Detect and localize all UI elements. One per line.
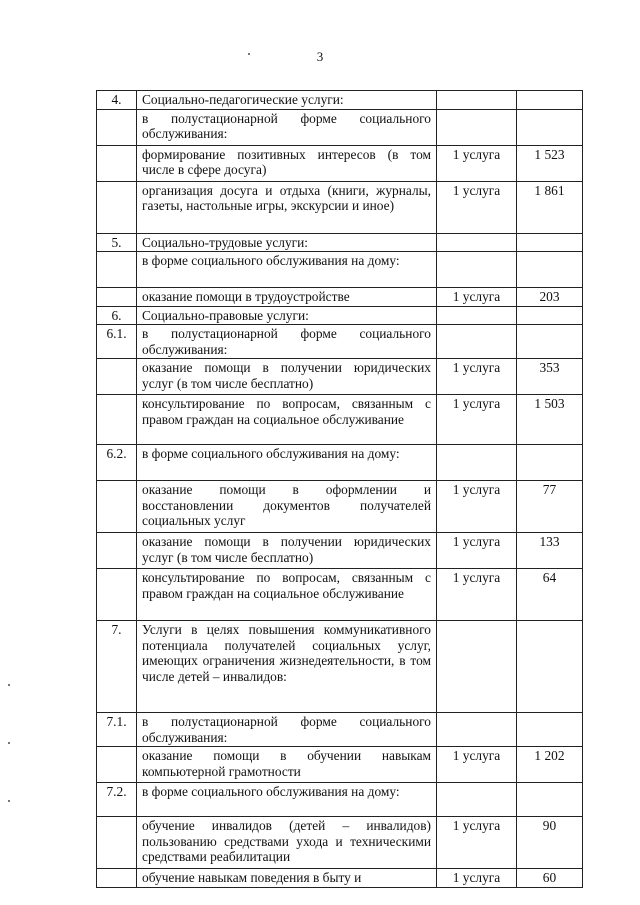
service-description: консультирование по вопросам, связанным с правом граждан на социальное обслуживание <box>137 395 437 445</box>
service-description: Услуги в целях повышения коммуникативного потенциала получателей социальных услуг, имеющих ограничения жизнедеятельности, в том числе детей – инвалидов: <box>137 621 437 713</box>
table-row <box>97 869 583 888</box>
table-row <box>97 109 583 145</box>
service-unit <box>437 306 517 325</box>
table-row <box>97 395 583 445</box>
row-number: 5. <box>97 233 137 252</box>
service-price: 64 <box>517 569 583 621</box>
service-description: в полустационарной форме социального обслуживания: <box>137 109 437 145</box>
row-number <box>97 869 137 888</box>
service-unit: 1 услуга <box>437 817 517 869</box>
service-description: оказание помощи в обучении навыкам компьютерной грамотности <box>137 747 437 783</box>
row-number <box>97 181 137 233</box>
table-row <box>97 288 583 307</box>
row-number <box>97 252 137 288</box>
service-description: Социально-правовые услуги: <box>137 306 437 325</box>
service-price <box>517 445 583 481</box>
service-price: 1 503 <box>517 395 583 445</box>
service-unit <box>437 109 517 145</box>
table-row <box>97 621 583 713</box>
row-number <box>97 395 137 445</box>
service-unit: 1 услуга <box>437 395 517 445</box>
row-number: 4. <box>97 91 137 110</box>
table-row <box>97 181 583 233</box>
service-price <box>517 109 583 145</box>
table-row <box>97 783 583 817</box>
service-unit: 1 услуга <box>437 747 517 783</box>
service-price <box>517 783 583 817</box>
service-description: обучение инвалидов (детей – инвалидов) пользованию средствами ухода и техническими средствами реабилитации <box>137 817 437 869</box>
service-unit <box>437 783 517 817</box>
table-row <box>97 569 583 621</box>
table-row <box>97 91 583 110</box>
service-description: обучение навыкам поведения в быту и <box>137 869 437 888</box>
row-number <box>97 747 137 783</box>
table-row <box>97 145 583 181</box>
row-number <box>97 569 137 621</box>
scan-speck <box>8 800 10 802</box>
service-price: 1 861 <box>517 181 583 233</box>
service-price: 1 523 <box>517 145 583 181</box>
service-unit <box>437 233 517 252</box>
table-row <box>97 252 583 288</box>
service-unit: 1 услуга <box>437 481 517 533</box>
service-unit: 1 услуга <box>437 569 517 621</box>
service-description: в полустационарной форме социального обслуживания: <box>137 713 437 747</box>
row-number: 6.1. <box>97 325 137 359</box>
service-unit <box>437 621 517 713</box>
services-price-table <box>96 90 583 888</box>
service-price <box>517 621 583 713</box>
service-unit <box>437 713 517 747</box>
service-description: формирование позитивных интересов (в том числе в сфере досуга) <box>137 145 437 181</box>
row-number: 7.1. <box>97 713 137 747</box>
service-price: 133 <box>517 533 583 569</box>
service-description: в форме социального обслуживания на дому: <box>137 445 437 481</box>
service-unit: 1 услуга <box>437 181 517 233</box>
table-row <box>97 817 583 869</box>
service-price: 90 <box>517 817 583 869</box>
service-description: оказание помощи в получении юридических услуг (в том числе бесплатно) <box>137 533 437 569</box>
table-row <box>97 325 583 359</box>
scan-speck <box>8 742 10 744</box>
service-price: 1 202 <box>517 747 583 783</box>
row-number <box>97 481 137 533</box>
service-price: 77 <box>517 481 583 533</box>
service-price <box>517 252 583 288</box>
service-price: 353 <box>517 359 583 395</box>
table-row <box>97 713 583 747</box>
service-unit <box>437 325 517 359</box>
service-price: 60 <box>517 869 583 888</box>
service-description: оказание помощи в получении юридических услуг (в том числе бесплатно) <box>137 359 437 395</box>
page-number: 3 <box>316 49 324 64</box>
row-number: 6.2. <box>97 445 137 481</box>
table-row <box>97 359 583 395</box>
service-description: в форме социального обслуживания на дому: <box>137 783 437 817</box>
row-number: 7. <box>97 621 137 713</box>
table-row <box>97 306 583 325</box>
service-price <box>517 306 583 325</box>
service-unit: 1 услуга <box>437 288 517 307</box>
row-number <box>97 817 137 869</box>
row-number <box>97 288 137 307</box>
service-description: Социально-трудовые услуги: <box>137 233 437 252</box>
table-row <box>97 445 583 481</box>
service-unit <box>437 445 517 481</box>
service-unit: 1 услуга <box>437 145 517 181</box>
table-row <box>97 233 583 252</box>
table-row <box>97 481 583 533</box>
service-description: в форме социального обслуживания на дому: <box>137 252 437 288</box>
service-unit <box>437 252 517 288</box>
service-price: 203 <box>517 288 583 307</box>
table-row <box>97 533 583 569</box>
service-price <box>517 91 583 110</box>
row-number: 6. <box>97 306 137 325</box>
service-price <box>517 713 583 747</box>
row-number: 7.2. <box>97 783 137 817</box>
row-number <box>97 145 137 181</box>
service-price <box>517 325 583 359</box>
service-description: в полустационарной форме социального обслуживания: <box>137 325 437 359</box>
scan-speck <box>248 53 250 55</box>
service-price <box>517 233 583 252</box>
service-unit: 1 услуга <box>437 533 517 569</box>
service-unit <box>437 91 517 110</box>
row-number <box>97 533 137 569</box>
row-number <box>97 109 137 145</box>
service-description: оказание помощи в трудоустройстве <box>137 288 437 307</box>
service-description: оказание помощи в оформлении и восстановлении документов получателей социальных услуг <box>137 481 437 533</box>
service-unit: 1 услуга <box>437 359 517 395</box>
table-row <box>97 747 583 783</box>
row-number <box>97 359 137 395</box>
service-description: консультирование по вопросам, связанным с правом граждан на социальное обслуживание <box>137 569 437 621</box>
scan-speck <box>8 684 10 686</box>
service-unit: 1 услуга <box>437 869 517 888</box>
service-description: Социально-педагогические услуги: <box>137 91 437 110</box>
service-description: организация досуга и отдыха (книги, журналы, газеты, настольные игры, экскурсии и иное) <box>137 181 437 233</box>
